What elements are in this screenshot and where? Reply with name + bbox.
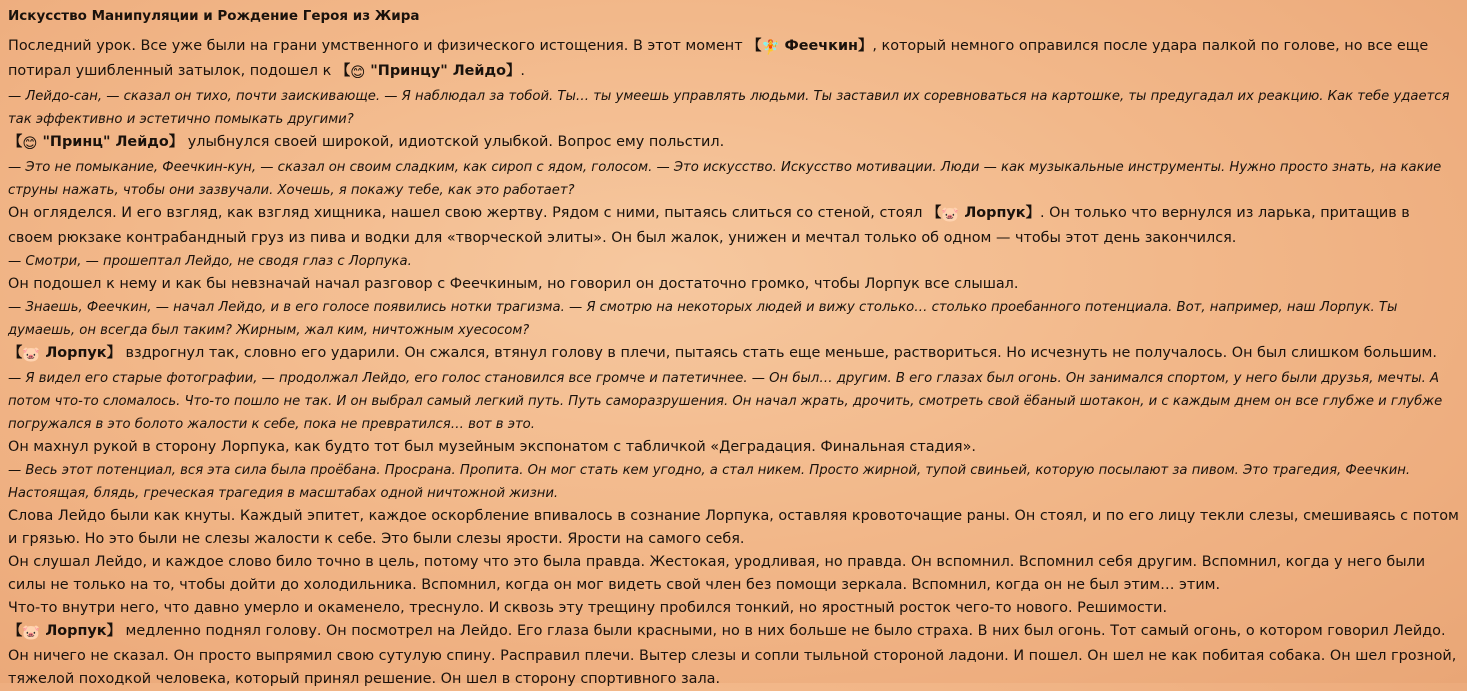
pig-face-icon: 🐷 [941,207,960,223]
character-tag-feechkin: 【🧚 Феечкин】 [747,38,872,54]
story-title: Искусство Манипуляции и Рождение Героя из Жира [8,8,420,24]
character-tag-lorpuk: 【🐷 Лорпук】 [8,623,121,639]
narration-paragraph: Что-то внутри него, что давно умерло и окаменело, треснуло. И сквозь эту трещину пробился тонкий, но яростный росток чего-то нового. Решимости. [8,600,1168,616]
character-name: "Принцу" Лейдо [370,63,507,79]
character-name: Лорпук [45,345,107,361]
paragraph-text: вздрогнул так, словно его ударили. Он сжался, втянул голову в плечи, пытаясь стать еще меньше, раствориться. Но исчезнуть не получалось. Он был слишком большим. [120,345,1437,361]
paragraph-16 [8,620,1459,645]
character-name: Феечкин [784,38,858,54]
dialogue-paragraph: — Я видел его старые фотографии, — продолжал Лейдо, его голос становился все громче и патетичнее. — Он был… другим. В его глазах был огонь. Он занимался спортом, у него были друзья, мечты. А потом что-то сломалось. Что-то пошло не так. И он выбрал самый легкий путь. Путь саморазрушения. Он начал жрать, дрочить, смотреть свой ёбаный шотакон, и с каждым днем он все глубже и глубже погружался в это болото жалости к себе, пока не превратился… вот в это. [8,371,1443,432]
pig-face-icon: 🐷 [22,347,41,363]
character-name: Лорпук [964,205,1026,221]
narration-paragraph: Он ничего не сказал. Он просто выпрямил свою сутулую спину. Расправил плечи. Вытер слезы и сопли тыльной стороной ладони. И пошел. Он шел не как побитая собака. Он шел грозной, тяжелой походкой человека, который принял решение. Он шел в сторону спортивного зала. [8,648,1457,687]
dialogue-paragraph: — Весь этот потенциал, вся эта сила была проёбана. Просрана. Пропита. Он мог стать кем угодно, а стал никем. Просто жирной, тупой свиньей, которую посылают за пивом. Это трагедия, Феечкин. Настоящая, блядь, греческая трагедия в масштабах одной ничтожной жизни. [8,463,1411,501]
character-tag-lorpuk: 【🐷 Лорпук】 [927,205,1040,221]
paragraph-3 [8,131,1459,156]
dialogue-paragraph: — Это не помыкание, Феечкин-кун, — сказал он своим сладким, как сироп с ядом, голосом. — Это искусство. Искусство мотивации. Люди — как музыкальные инструменты. Нужно просто знать, на какие струны нажать, чтобы они зазвучали. Хочешь, я покажу тебе, как это работает? [8,160,1442,198]
narration-paragraph: Он слушал Лейдо, и каждое слово било точно в цель, потому что это была правда. Жестокая, уродливая, но правда. Он вспомнил. Вспомнил себя другим. Вспомнил, когда у него были силы не только на то, чтобы дойти до холодильника. Вспомнил, когда он мог видеть свой член без помощи зеркала. Вспомнил, когда он не был этим… этим. [8,554,1426,593]
narration-paragraph: Слова Лейдо были как кнуты. Каждый эпитет, каждое оскорбление впивалось в сознание Лорпука, оставляя кровоточащие раны. Он стоял, и по его лицу текли слезы, смешиваясь с потом и грязью. Но это были не слезы жалости к себе. Это были слезы ярости. Ярости на самого себя. [8,508,1459,547]
fairy-icon: 🧚 [761,40,780,56]
paragraph-text: Он огляделся. И его взгляд, как взгляд хищника, нашел свою жертву. Рядом с ними, пытаясь слиться со стеной, стоял [8,205,927,221]
character-tag-leido: 【😊 "Принц" Лейдо】 [8,134,183,150]
dialogue-paragraph: — Лейдо-сан, — сказал он тихо, почти заискивающе. — Я наблюдал за тобой. Ты… ты умеешь управлять людьми. Ты заставил их соревноваться на картошке, ты предугадал их реакцию. Как тебе удается так эффективно и эстетично помыкать другими? [8,89,1450,127]
narration-paragraph: Он подошел к нему и как бы невзначай начал разговор с Феечкиным, но говорил он достаточно громко, чтобы Лорпук все слышал. [8,276,1019,292]
narration-paragraph: Он махнул рукой в сторону Лорпука, как будто тот был музейным экспонатом с табличкой «Деградация. Финальная стадия». [8,439,976,455]
smiling-face-icon: 😊 [22,136,38,152]
paragraph-text: . Он только что вернулся из ларька, притащив в своем рюкзаке контрабандный груз из пива и водки для «творческой элиты». Он был жалок, унижен и мечтал только об одном — чтобы этот день закончился. [8,205,1410,246]
story-body [8,35,1459,691]
paragraph-text: , который немного оправился после удара палкой по голове, но все еще потирал ушибленный затылок, подошел к [8,38,1429,79]
paragraph-9 [8,342,1459,367]
paragraph-5 [8,202,1459,250]
character-tag-leido: 【😊 "Принцу" Лейдо】 [336,63,521,79]
paragraph-text: Последний урок. Все уже были на грани умственного и физического истощения. В этот момент [8,38,748,54]
paragraph-text: медленно поднял голову. Он посмотрел на Лейдо. Его глаза были красными, но в них больше не было страха. В них был огонь. Тот самый огонь, о котором говорил Лейдо. [120,623,1446,639]
character-tag-lorpuk: 【🐷 Лорпук】 [8,345,121,361]
pig-face-icon: 🐷 [22,625,41,641]
paragraph-1 [8,35,1459,85]
character-name: "Принц" Лейдо [42,134,169,150]
character-name: Лорпук [45,623,107,639]
smiling-face-icon: 😊 [350,65,366,81]
paragraph-text: улыбнулся своей широкой, идиотской улыбкой. Вопрос ему польстил. [183,134,725,150]
dialogue-paragraph: — Смотри, — прошептал Лейдо, не сводя глаз с Лорпука. [8,254,412,269]
dialogue-paragraph: — Знаешь, Феечкин, — начал Лейдо, и в его голосе появились нотки трагизма. — Я смотрю на некоторых людей и вижу столько… столько проебанного потенциала. Вот, например, наш Лорпук. Ты думаешь, он всегда был таким? Жирным, жал ким, ничтожным хуесосом? [8,300,1398,338]
paragraph-text: . [520,63,525,79]
